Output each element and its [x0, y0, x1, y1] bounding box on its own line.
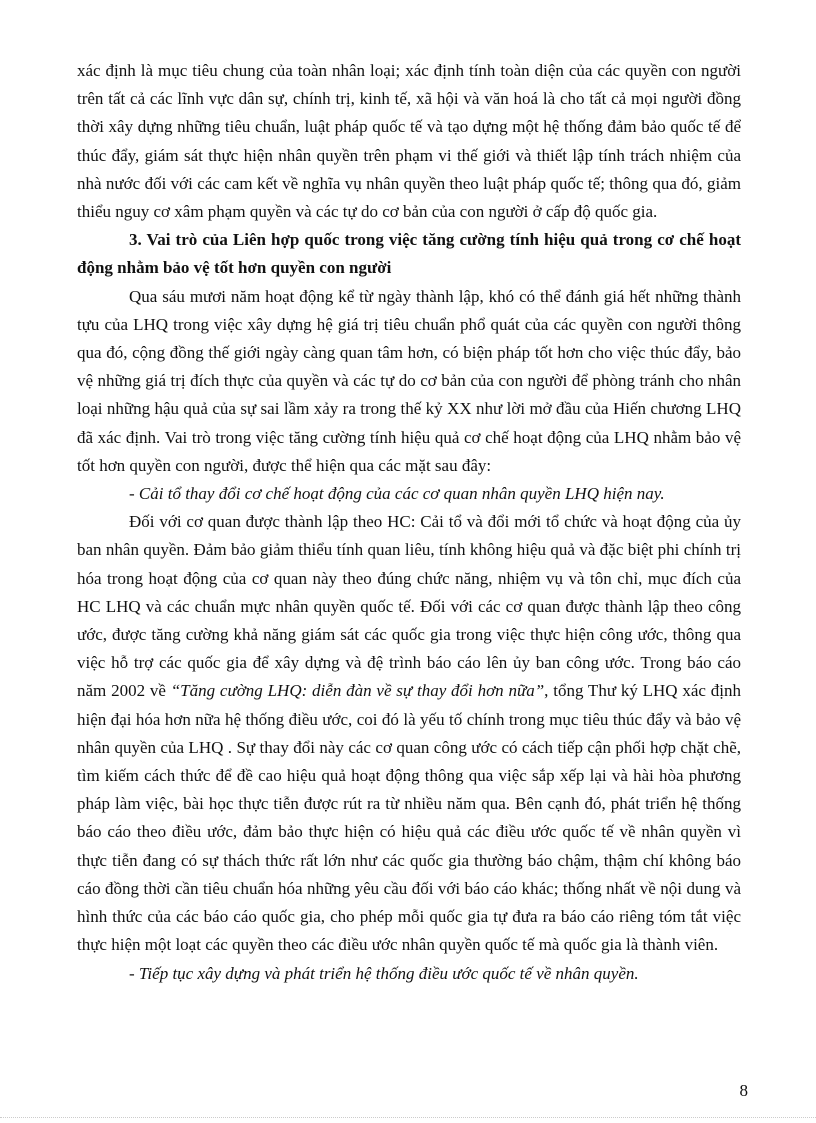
page-content	[77, 57, 741, 988]
paragraph-role: Qua sáu mươi năm hoạt động kể từ ngày thành lập, khó có thể đánh giá hết những thành tựu của LHQ trong việc xây dựng hệ giá trị tiêu chuẩn phổ quát của các quyền con người thông qua đó, cộng đồng thế giới ngày càng quan tâm hơn, có biện pháp tốt hơn cho việc thúc đẩy, bảo vệ những giá trị đích thực của quyền và các tự do cơ bản của con người để phòng tránh cho nhân loại những hậu quả của sự sai lầm xảy ra trong thế kỷ XX như lời mở đầu của Hiến chương LHQ đã xác định. Vai trò trong việc tăng cường tính hiệu quả cơ chế hoạt động của LHQ nhằm bảo vệ tốt hơn quyền con người, được thể hiện qua các mặt sau đây:	[77, 286, 741, 475]
page-number: 8	[739, 1081, 748, 1100]
paragraph-reform-part-1: Đối với cơ quan được thành lập theo HC: Cải tổ và đổi mới tổ chức và hoạt động của ủy ban nhân quyền. Đảm bảo giảm thiểu tính quan liêu, tính không hiệu quả và đặc biệt phi chính trị hóa trong hoạt động của cơ quan này theo đúng chức năng, nhiệm vụ và tôn chỉ, mục đích của HC LHQ và các chuẩn mực nhân quyền quốc tế. Đối với các cơ quan được thành lập theo công ước, được tăng cường khả năng giám sát các quốc gia trong việc thực hiện công ước, thông qua việc hỗ trợ các quốc gia để xây dựng và đệ trình báo cáo lên ủy ban công ước. Trong báo cáo năm 2002 về	[77, 512, 741, 701]
paragraph-intro: xác định là mục tiêu chung của toàn nhân loại; xác định tính toàn diện của các quyền con người trên tất cả các lĩnh vực dân sự, chính trị, kinh tế, xã hội và văn hoá là cho tất cả mọi người đồng thời xây dựng những tiêu chuẩn, luật pháp quốc tế và tạo dựng một hệ thống đảm bảo quốc tế để thúc đẩy, giám sát thực hiện nhân quyền trên phạm vi thế giới và thiết lập tính trách nhiệm của nhà nước đối với các cam kết về nghĩa vụ nhân quyền theo luật pháp quốc tế; thông qua đó, giảm thiểu nguy cơ xâm phạm quyền và các tự do cơ bản của con người ở cấp độ quốc gia.	[77, 61, 741, 222]
section-heading-3: 3. Vai trò của Liên hợp quốc trong việc tăng cường tính hiệu quả trong cơ chế hoạt động nhằm bảo vệ tốt hơn quyền con người	[77, 230, 741, 278]
page-bottom-divider	[0, 1117, 816, 1118]
paragraph-reform	[77, 508, 741, 959]
paragraph-reform-part-2: , tổng Thư ký LHQ xác định hiện đại hóa hơn nữa hệ thống điều ước, coi đó là yếu tố chính trong mục tiêu thúc đẩy và bảo vệ nhân quyền của LHQ . Sự thay đổi này các cơ quan công ước có cách tiếp cận phối hợp chặt chẽ, tìm kiếm cách thức để đề cao hiệu quả hoạt động thông qua việc sắp xếp lại và hài hòa phương pháp làm việc, bài học thực tiễn được rút ra từ nhiều năm qua. Bên cạnh đó, phát triển hệ thống báo cáo theo điều ước, đảm bảo thực hiện có hiệu quả các điều ước quốc tế về nhân quyền vì thực tiễn đang có sự thách thức rất lớn như các quốc gia thường báo chậm, thậm chí không báo cáo đồng thời cần tiêu chuẩn hóa những yêu cầu đối với báo cáo khác; thống nhất về nội dung và hình thức của các báo cáo quốc gia, cho phép mỗi quốc gia tự đưa ra báo cáo riêng tóm tắt việc thực hiện một loạt các quyền theo các điều ước nhân quyền quốc tế mà quốc gia là thành viên.	[77, 681, 741, 955]
italic-point-treaty: - Tiếp tục xây dựng và phát triển hệ thống điều ước quốc tế về nhân quyền.	[129, 963, 639, 983]
italic-point-reform: - Cải tổ thay đổi cơ chế hoạt động của các cơ quan nhân quyền LHQ hiện nay.	[129, 484, 665, 504]
report-title-quote: “Tăng cường LHQ: diễn đàn về sự thay đổi hơn nữa”	[170, 681, 545, 701]
